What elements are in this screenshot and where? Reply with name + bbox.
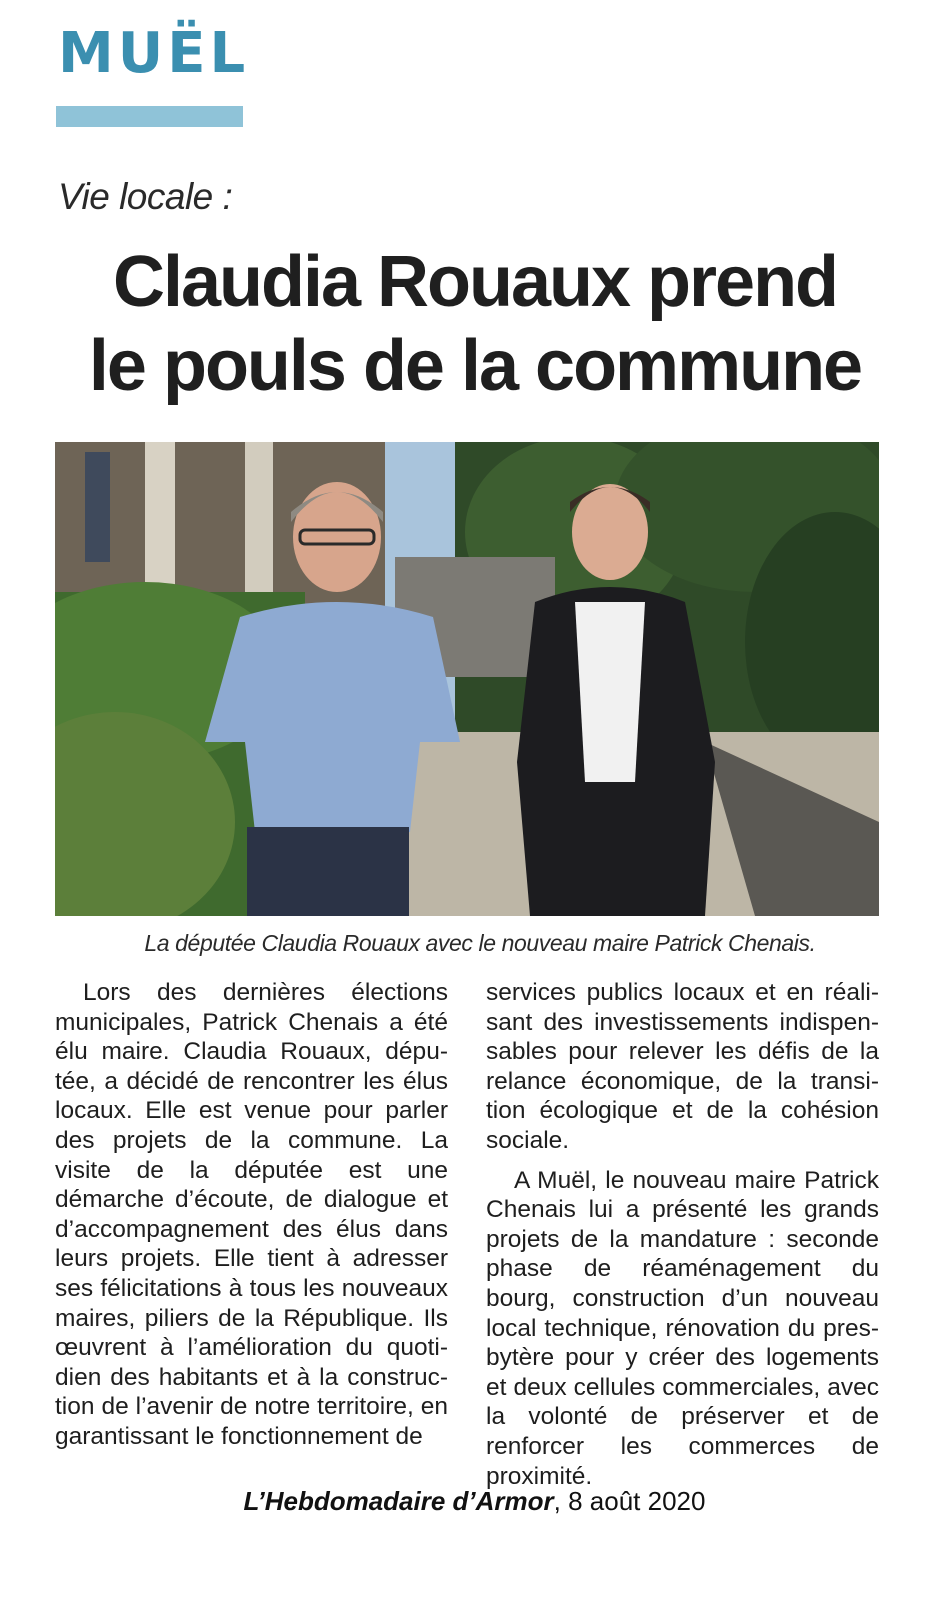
photo-caption: La députée Claudia Rouaux avec le nouveau maire Patrick Chenais. [144, 930, 816, 956]
body-paragraph-continued: services publics locaux et en réalisant des investissements indispensables pour relever les défis de la relance économique, de la transition écologique et de la cohésion sociale. [486, 979, 879, 1154]
headline-line-2: le pouls de la commune [88, 326, 862, 406]
article-column-right [486, 978, 879, 1491]
town-name: MUËL [58, 21, 250, 86]
body-paragraph: Lors des dernières élections municipales, Patrick Chenais a été élu maire. Claudia Rouaux, députée, a décidé de rencontrer les élus locaux. Elle est venue pour parler des projets de la commune. La visite de la députée est une démarche d’écoute, de dialogue et d’accompagnement des élus dans leurs projets. Elle tient à adresser ses félicitations à tous les nouveaux maires, piliers de la République. Ils œuvrent à l’amélioration du quotidien des habitants et à la construction de l’avenir de notre territoire, en garantissant le fonctionnement de [55, 979, 448, 1450]
publication-date: , 8 août 2020 [553, 1486, 706, 1516]
article-photo [55, 442, 879, 916]
town-underline-bar [56, 106, 243, 127]
publication-name: L’Hebdomadaire d’Armor [243, 1486, 554, 1516]
body-paragraph: A Muël, le nouveau maire Patrick Chenais lui a présenté les grands projets de la mandature : seconde phase de réaménagement du bourg, construction d’un nouveau local technique, rénovation du presbytère pour y créer des logements et deux cellules commerciales, avec la volonté de préserver et de renforcer les commerces de proximité. [486, 1166, 879, 1490]
headline-line-1: Claudia Rouaux prend [112, 242, 838, 322]
section-rubric: Vie locale : [58, 176, 233, 217]
article-column-left [55, 978, 448, 1452]
photo-illustration [55, 442, 879, 916]
article-headline [60, 240, 890, 408]
source-credit [0, 1486, 949, 1517]
